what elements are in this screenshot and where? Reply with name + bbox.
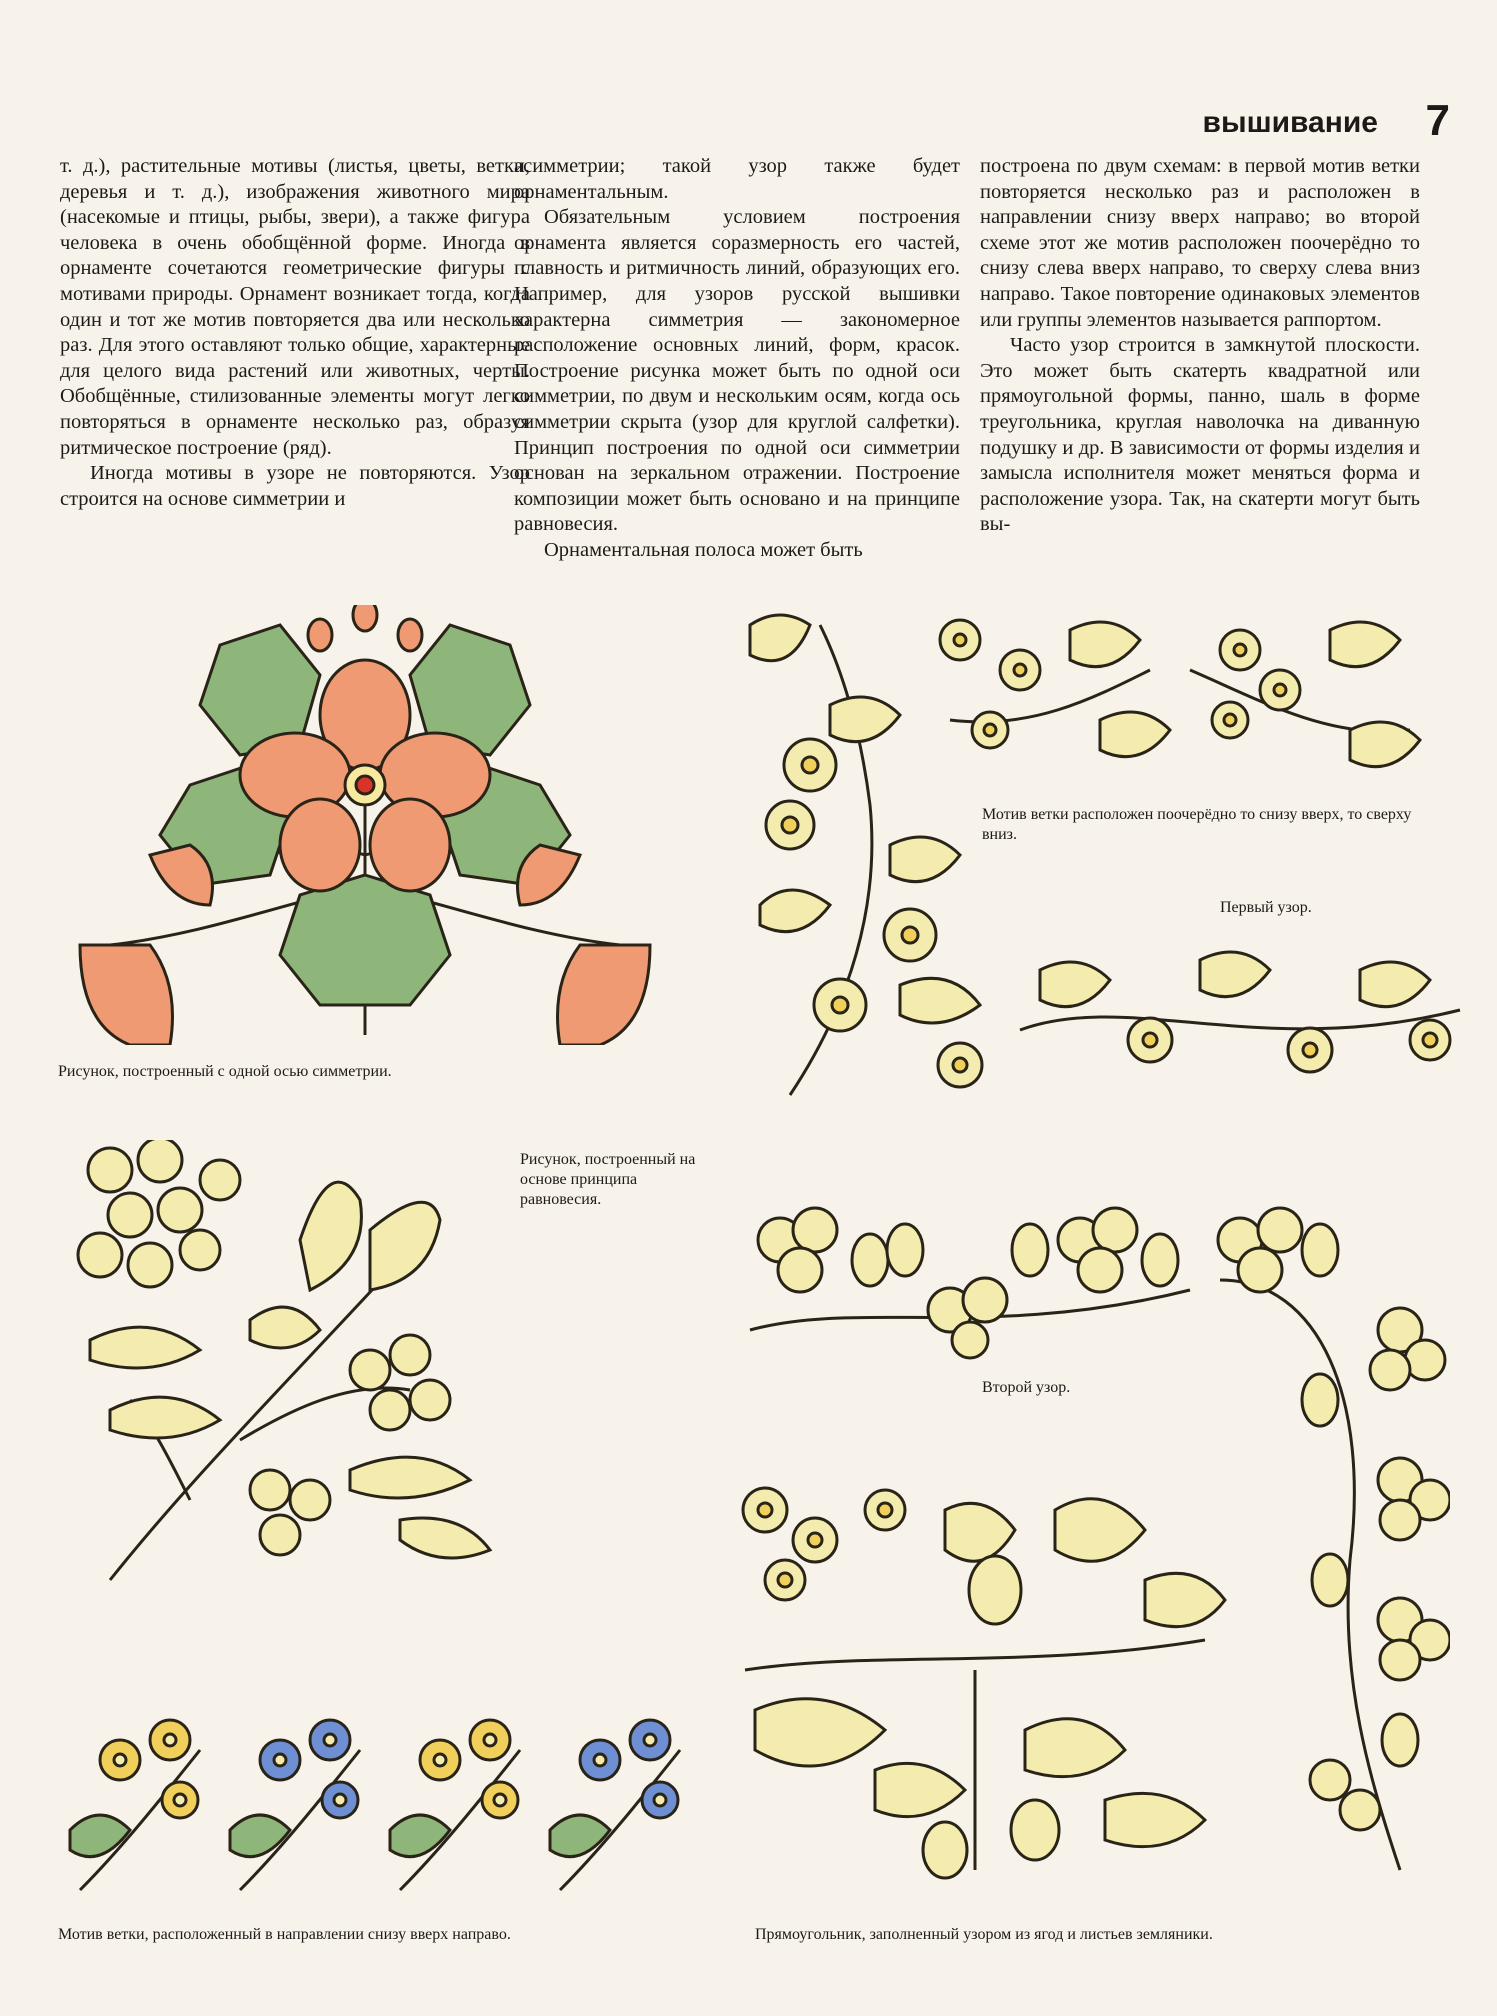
caption-second-pattern: Второй узор.	[982, 1379, 1071, 1396]
paragraph: асимметрии; такой узор также будет орнаментальным.	[514, 155, 960, 203]
page-header	[1150, 96, 1450, 150]
page-number: 7	[1425, 96, 1450, 145]
text-column-2	[514, 154, 960, 564]
clover-band-figure	[740, 1200, 1200, 1360]
caption-symmetry: Рисунок, построенный с одной осью симметрии.	[58, 1063, 392, 1080]
section-title: вышивание	[1202, 106, 1378, 139]
caption-first-pattern: Первый узор.	[1220, 899, 1312, 916]
symmetry-ornament-figure	[20, 605, 710, 1045]
text-column-3	[980, 154, 1420, 538]
clover-corner-figure	[1200, 1200, 1450, 1880]
paragraph: Часто узор строится в замкнутой плоскости. Это может быть скатерть квадратной или прямоугольной формы, панно, шаль в форме треугольника, круглая наволочка на диванную подушку и др. В зависимости от формы изделия и замысла исполнителя может меняться форма и расположение узора. Так, на скатерти могут быть вы-	[980, 334, 1420, 536]
paragraph: т. д.), растительные мотивы (листья, цветы, ветки, деревья и т. д.), изображения животного мира (насекомые и птицы, рыбы, звери), а также фигура человека в очень обобщённой форме. Иногда в орнаменте сочетаются геометрические фигуры с мотивами природы. Орнамент возникает тогда, когда один и тот же мотив повторяется два или несколько раз. Для этого оставляют только общие, характерные для целого вида растений или животных, черты. Обобщённые, стилизованные элементы могут легко повторяться в орнаменте несколько раз, образуя ритмическое построение (ряд).	[60, 155, 530, 459]
caption-balance: Рисунок, построенный на основе принципа равновесия.	[520, 1151, 696, 1208]
paragraph: построена по двум схемам: в первой мотив ветки повторяется несколько раз и расположен в направлении снизу вверх направо; во второй схеме этот же мотив расположен поочерёдно то снизу слева вверх направо, то сверху слева вниз направо. Такое повторение одинаковых элементов или группы элементов называется раппортом.	[980, 155, 1420, 331]
caption-branch-up-right: Мотив ветки, расположенный в направлении снизу вверх направо.	[58, 1926, 511, 1943]
paragraph: Иногда мотивы в узоре не повторяются. Узор строится на основе симметрии и	[60, 462, 530, 510]
alternating-branch-figure	[930, 610, 1430, 780]
strawberry-rectangle-figure	[725, 1470, 1235, 1890]
paragraph: Обязательным условием построения орнамента является соразмерность его частей, плавность и ритмичность линий, образующих его. Например, для узоров русской вышивки характерна симметрия — закономерное расположение основных линий, форм, красок. Построение рисунка может быть по одной оси симметрии, по двум и нескольким осям, когда ось симметрии скрыта (узор для круглой салфетки). Принцип построения по одной оси симметрии основан на зеркальном отражении. Построение композиции может быть основано и на принципе равновесия.	[514, 206, 960, 536]
branch-up-right-figure	[60, 1710, 700, 1910]
balance-berries-figure	[70, 1140, 510, 1590]
flower-band-figure	[1010, 930, 1470, 1080]
paragraph: Орнаментальная полоса может быть	[544, 538, 863, 561]
caption-strawberry-rect: Прямоугольник, заполненный узором из ягод и листьев земляники.	[755, 1926, 1213, 1943]
text-column-1	[60, 154, 530, 512]
caption-alternating: Мотив ветки расположен поочерёдно то снизу вверх, то сверху вниз.	[982, 806, 1412, 843]
